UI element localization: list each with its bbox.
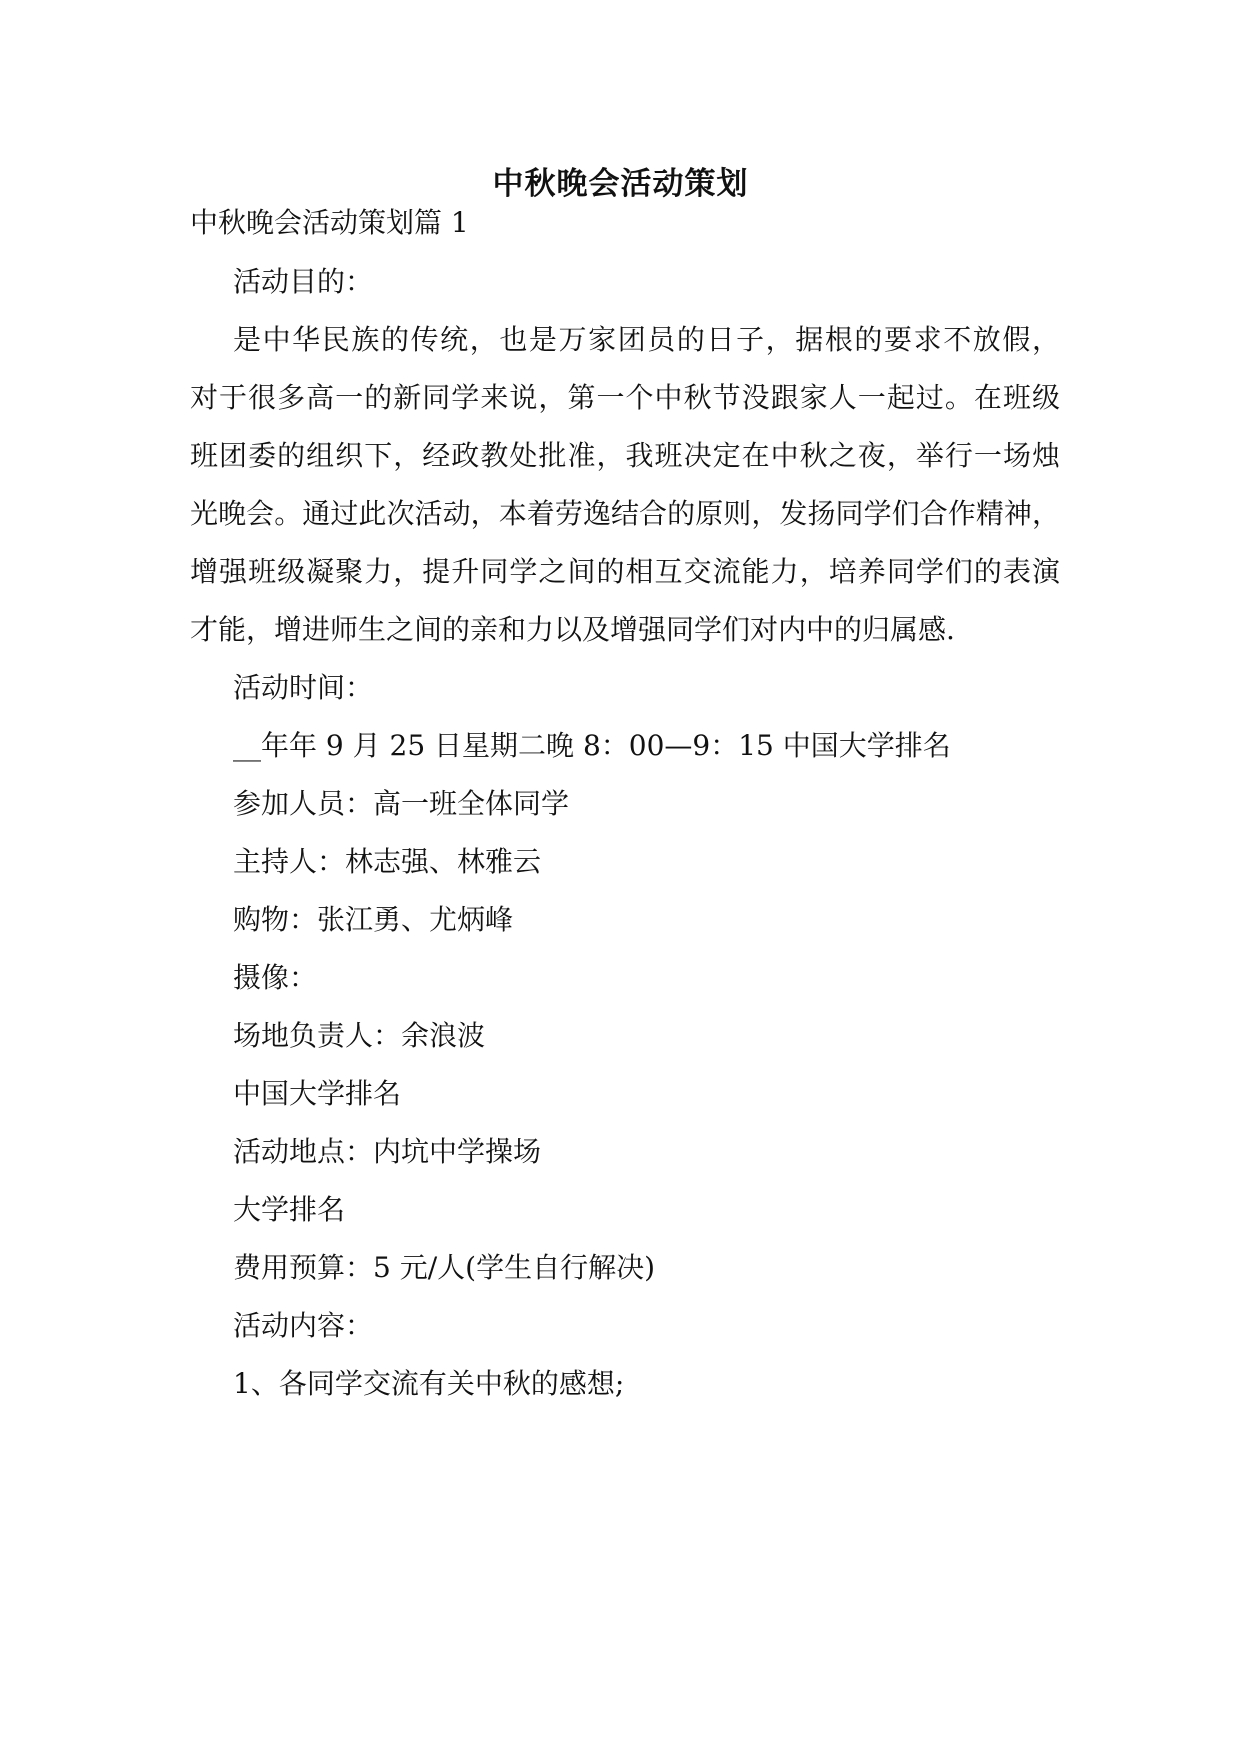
shopping: 购物：张江勇、尤炳峰: [233, 903, 514, 936]
photography: 摄像：: [233, 961, 318, 994]
time-value: __年年 9 月 25 日星期二晚 8：00—9：15 中国大学排名: [233, 729, 951, 762]
purpose-line: 才能，增进师生之间的亲和力以及增强同学们对内中的归属感.: [190, 613, 955, 646]
budget: 费用预算：5 元/人(学生自行解决): [233, 1251, 655, 1284]
note-line: 中国大学排名: [233, 1077, 402, 1110]
purpose-line: 对于很多高一的新同学来说，第一个中秋节没跟家人一起过。在班级: [190, 381, 1060, 414]
venue-manager: 场地负责人：余浪波: [233, 1019, 486, 1052]
hosts: 主持人：林志强、林雅云: [233, 845, 542, 878]
purpose-line: 班团委的组织下，经政教处批准，我班决定在中秋之夜，举行一场烛: [190, 439, 1060, 472]
purpose-line: 增强班级凝聚力，提升同学之间的相互交流能力，培养同学们的表演: [190, 555, 1060, 588]
purpose-line: 光晚会。通过此次活动，本着劳逸结合的原则，发扬同学们合作精神，: [190, 497, 1060, 530]
document-title: 中秋晚会活动策划: [492, 166, 749, 202]
content-item: 1、各同学交流有关中秋的感想;: [233, 1367, 625, 1400]
location: 活动地点：内坑中学操场: [233, 1135, 542, 1168]
purpose-line: 是中华民族的传统，也是万家团员的日子，据根的要求不放假，: [233, 323, 1060, 356]
section-title: 中秋晚会活动策划篇 1: [190, 206, 469, 239]
content-heading: 活动内容：: [233, 1309, 374, 1342]
note-line: 大学排名: [233, 1193, 346, 1226]
participants: 参加人员：高一班全体同学: [233, 787, 570, 820]
time-heading: 活动时间：: [233, 671, 374, 704]
purpose-heading: 活动目的：: [233, 265, 374, 298]
